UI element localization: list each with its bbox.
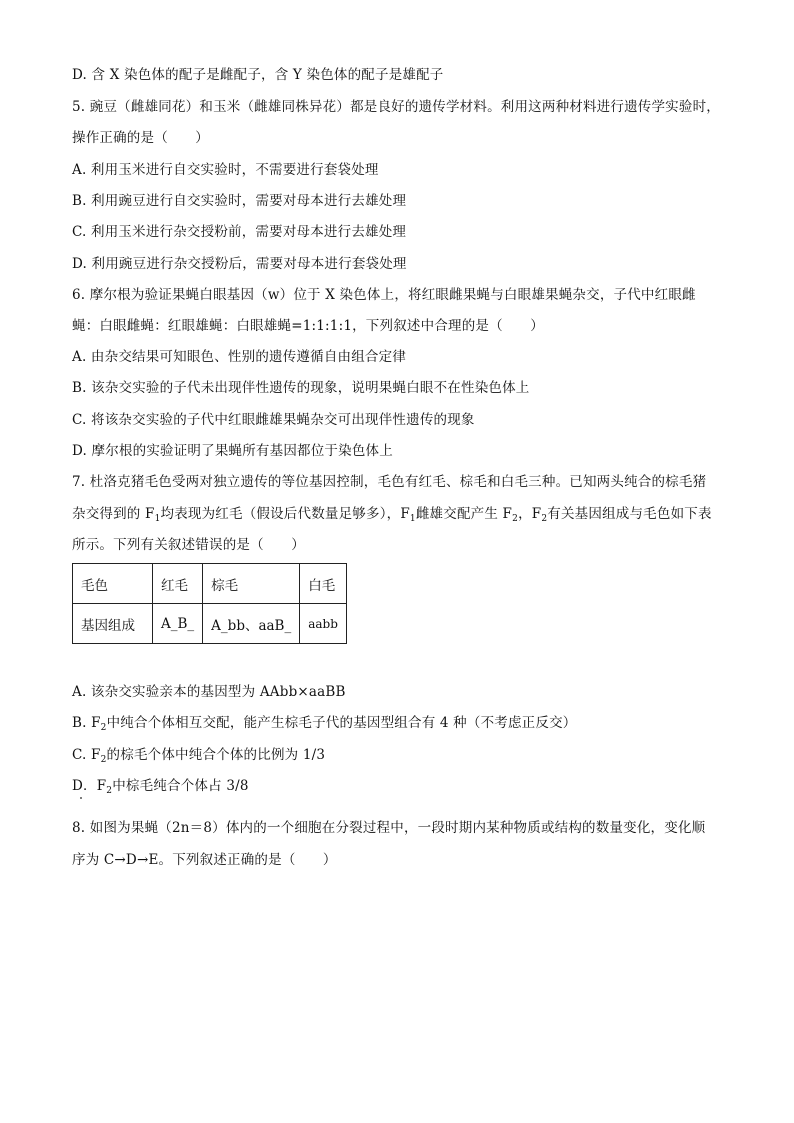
q7-subscript-f1-b: 1 (409, 514, 416, 524)
q5-option-b: B. 利用豌豆进行自交实验时，需要对母本进行去雄处理 (72, 193, 407, 209)
q8-stem-line-2: 序为 C→D→E。下列叙述正确的是（ ） (72, 852, 337, 868)
q6-option-b: B. 该杂交实验的子代未出现伴性遗传的现象，说明果蝇白眼不在性染色体上 (72, 380, 530, 396)
table-header-cell: 红毛 (153, 564, 203, 604)
q7-option-b-post: 中纯合个体相互交配，能产生棕毛子代的基因型组合有 4 种（不考虑正反交） (106, 715, 577, 731)
q7-option-d-subscript: 2 (106, 786, 113, 796)
table-cell: A_B_ (153, 604, 203, 644)
q7-subscript-f2-a: 2 (512, 514, 519, 524)
q8-stem-line-1: 8. 如图为果蝇（2n＝8）体内的一个细胞在分裂过程中，一段时期内某种物质或结构的数量变化，变化顺 (72, 820, 706, 836)
q5-stem-line-2: 操作正确的是（ ） (72, 130, 209, 146)
table-cell: aabb (300, 604, 347, 644)
q7-option-c-subscript: 2 (100, 755, 107, 765)
q7-stem-line-2 (72, 504, 712, 524)
q4-option-d: D. 含 X 染色体的配子是雌配子，含 Y 染色体的配子是雄配子 (72, 67, 444, 83)
q7-option-d-pre: D．F (72, 778, 107, 794)
q5-option-c: C. 利用玉米进行杂交授粉前，需要对母本进行去雄处理 (72, 224, 407, 240)
table-header-cell: 棕毛 (203, 564, 300, 604)
q5-stem-line-1: 5. 豌豆（雌雄同花）和玉米（雌雄同株异花）都是良好的遗传学材料。利用这两种材料进行遗传学实验时， (72, 99, 720, 115)
q5-option-d: D. 利用豌豆进行杂交授粉后，需要对母本进行套袋处理 (72, 256, 407, 272)
q6-option-a: A. 由杂交结果可知眼色、性别的遗传遵循自由组合定律 (72, 349, 407, 365)
table-header-cell: 白毛 (300, 564, 347, 604)
q7-stem-text-b: 均表现为红毛（假设后代数量足够多），F (160, 506, 410, 522)
q7-stem-text-e: 有关基因组成与毛色如下表 (547, 506, 712, 522)
table-cell: A_bb、aaB_ (203, 604, 300, 644)
stray-mark (80, 797, 82, 799)
genotype-table (72, 563, 347, 644)
table-row (73, 604, 347, 644)
q7-option-c-pre: C. F (72, 747, 101, 763)
q7-option-b (72, 713, 576, 733)
q7-option-d-post: 中棕毛纯合个体占 3/8 (112, 778, 249, 794)
q7-subscript-f2-b: 2 (541, 514, 548, 524)
q6-option-c: C. 将该杂交实验的子代中红眼雌雄果蝇杂交可出现伴性遗传的现象 (72, 412, 475, 428)
q7-option-b-subscript: 2 (100, 723, 107, 733)
q7-stem-text-c: 雌雄交配产生 F (415, 506, 513, 522)
table-header-cell: 毛色 (73, 564, 153, 604)
table-header-row (73, 564, 347, 604)
q7-option-a: A. 该杂交实验亲本的基因型为 AAbb×aaBB (72, 684, 346, 700)
q7-subscript-f1-a: 1 (154, 514, 161, 524)
q6-stem-line-2: 蝇：白眼雌蝇：红眼雄蝇：白眼雄蝇=1:1:1:1，下列叙述中合理的是（ ） (72, 318, 544, 334)
q7-option-b-pre: B. F (72, 715, 101, 731)
q6-option-d: D. 摩尔根的实验证明了果蝇所有基因都位于染色体上 (72, 443, 393, 459)
table-cell: 基因组成 (73, 604, 153, 644)
q6-stem-line-1: 6. 摩尔根为验证果蝇白眼基因（w）位于 X 染色体上，将红眼雌果蝇与白眼雄果蝇杂交，子代中红眼雌 (72, 287, 696, 303)
q7-stem-text-a: 杂交得到的 F (72, 506, 155, 522)
q5-option-a: A. 利用玉米进行自交实验时，不需要进行套袋处理 (72, 162, 379, 178)
q7-option-d (72, 776, 249, 796)
q7-option-c (72, 745, 325, 765)
q7-stem-line-3: 所示。下列有关叙述错误的是（ ） (72, 537, 305, 553)
q7-stem-text-d: ，F (518, 506, 542, 522)
q7-stem-line-1: 7. 杜洛克猪毛色受两对独立遗传的等位基因控制，毛色有红毛、棕毛和白毛三种。已知两头纯合的棕毛猪 (72, 474, 707, 490)
q7-option-c-post: 的棕毛个体中纯合个体的比例为 1/3 (106, 747, 326, 763)
